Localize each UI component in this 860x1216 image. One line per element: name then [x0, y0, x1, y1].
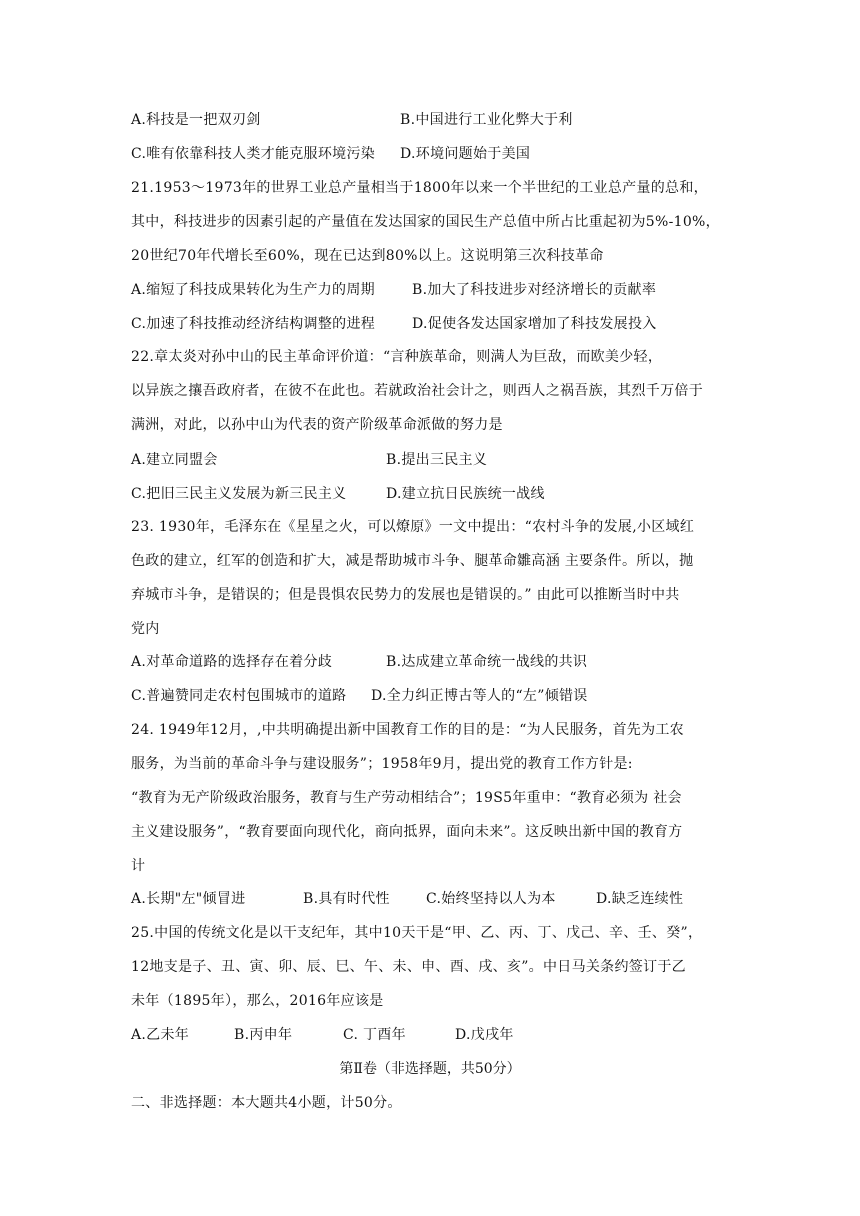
- q22-option-c: C.把旧三民主义发展为新三民主义: [131, 486, 347, 502]
- q20-option-a: A.科技是一把双刃剑: [131, 112, 261, 128]
- q25-option-b: B.丙申年: [234, 1027, 293, 1043]
- q24-option-d: D.缺乏连续性: [596, 891, 684, 907]
- q22-stem-line: 满洲，对此，以孙中山为代表的资产阶级革命派做的努力是: [131, 417, 503, 433]
- q23-option-c: C.普遍赞同走农村包围城市的道路: [131, 688, 347, 704]
- q23-stem-line: 色政的建立，红军的创造和扩大，减是帮助城市斗争、腿革命雛高涵 主要条件。所以，抛: [131, 553, 694, 569]
- q21-stem-line: 20世纪70年代增长至60%，现在已达到80%以上。这说明第三次科技革命: [131, 248, 604, 264]
- q21-stem-line: 其中，科技进步的因素引起的产量值在发达国家的国民生产总值中所占比重起初为5%-10%，: [131, 214, 720, 230]
- q20-option-b: B.中国进行工业化弊大于利: [400, 112, 573, 128]
- q24-stem-line: “教育为无产阶级政治服务，教育与生产劳动相结合”；19S5年重申：“教育必须为 社会: [131, 790, 682, 806]
- q21-option-b: B.加大了科技进步对经济增长的贡献率: [412, 282, 657, 298]
- q24-stem-line: 服务，为当前的革命斗争与建设服务”；1958年9月，提出党的教育工作方针是:: [131, 756, 633, 772]
- q22-option-b: B.提出三民主义: [386, 452, 488, 468]
- q23-option-b: B.达成建立革命统一战线的共识: [386, 654, 588, 670]
- q24-stem-line: 主义建设服务”，“教育要面向现代化，商向抵界，面向未来”。这反映出新中国的教育方: [131, 824, 683, 840]
- q25-stem-line: 未年（1895年），那么，2016年应该是: [131, 993, 384, 1009]
- q24-stem-line: 24. 1949年12月，,中共明确提出新中国教育工作的目的是：“为人民服务，首先为工农: [131, 722, 684, 738]
- q21-option-c: C.加速了科技推动经济结构调整的进程: [131, 316, 376, 332]
- q25-option-c: C. 丁酉年: [343, 1027, 406, 1043]
- q21-stem-line: 21.1953～1973年的世界工业总产量相当于1800年以来一个半世纪的工业总产量的总和，: [131, 180, 708, 196]
- q23-option-d: D.全力纠正博古等人的“左”倾错误: [371, 688, 588, 704]
- q23-stem-line: 弃城市斗争，是错误的；但是畏惧农民势力的发展也是错误的。” 由此可以推断当时中共: [131, 587, 680, 603]
- q25-stem-line: 12地支是子、丑、寅、卯、辰、巳、午、未、申、酉、戌、亥”。中日马关条约签订于乙: [131, 959, 686, 975]
- q22-option-a: A.建立同盟会: [131, 452, 218, 468]
- q20-option-d: D.环境问题始于美国: [400, 146, 531, 162]
- q22-option-d: D.建立抗日民族统一战线: [386, 486, 545, 502]
- q24-option-c: C.始终坚持以人为本: [426, 891, 556, 907]
- q25-stem-line: 25.中国的传统文化是以干支纪年，其中10天干是“甲、乙、丙、丁、戊己、辛、壬、癸”，: [131, 925, 703, 941]
- q23-option-a: A.对革命道路的选择存在着分歧: [131, 654, 333, 670]
- q25-option-a: A.乙未年: [131, 1027, 190, 1043]
- q23-stem-line: 党内: [131, 621, 160, 637]
- q20-option-c: C.唯有依靠科技人类才能克服环境污染: [131, 146, 376, 162]
- q21-option-a: A.缩短了科技成果转化为生产力的周期: [131, 282, 375, 298]
- q24-stem-line: 计: [131, 858, 146, 874]
- q25-option-d: D.戊戌年: [455, 1027, 514, 1043]
- q21-option-d: D.促使各发达国家增加了科技发展投入: [412, 316, 657, 332]
- q22-stem-line: 22.章太炎对孙中山的民主革命评价道：“言种族革命，则满人为巨敌，而欧美少轻，: [131, 349, 663, 365]
- section-heading: 第Ⅱ卷（非选择题，共50分）: [339, 1061, 521, 1077]
- q24-option-a: A.长期"左"倾冒进: [131, 891, 246, 907]
- q22-stem-line: 以异族之攘吾政府者，在彼不在此也。若就政治社会计之，则西人之祸吾族，其烈千万倍于: [131, 383, 703, 399]
- q23-stem-line: 23. 1930年，毛泽东在《星星之火，可以燎原》一文中提出：“农村斗争的发展,小区域红: [131, 519, 695, 535]
- q24-option-b: B.具有时代性: [303, 891, 390, 907]
- section-intro: 二、非选择题：本大题共4小题，计50分。: [131, 1095, 402, 1111]
